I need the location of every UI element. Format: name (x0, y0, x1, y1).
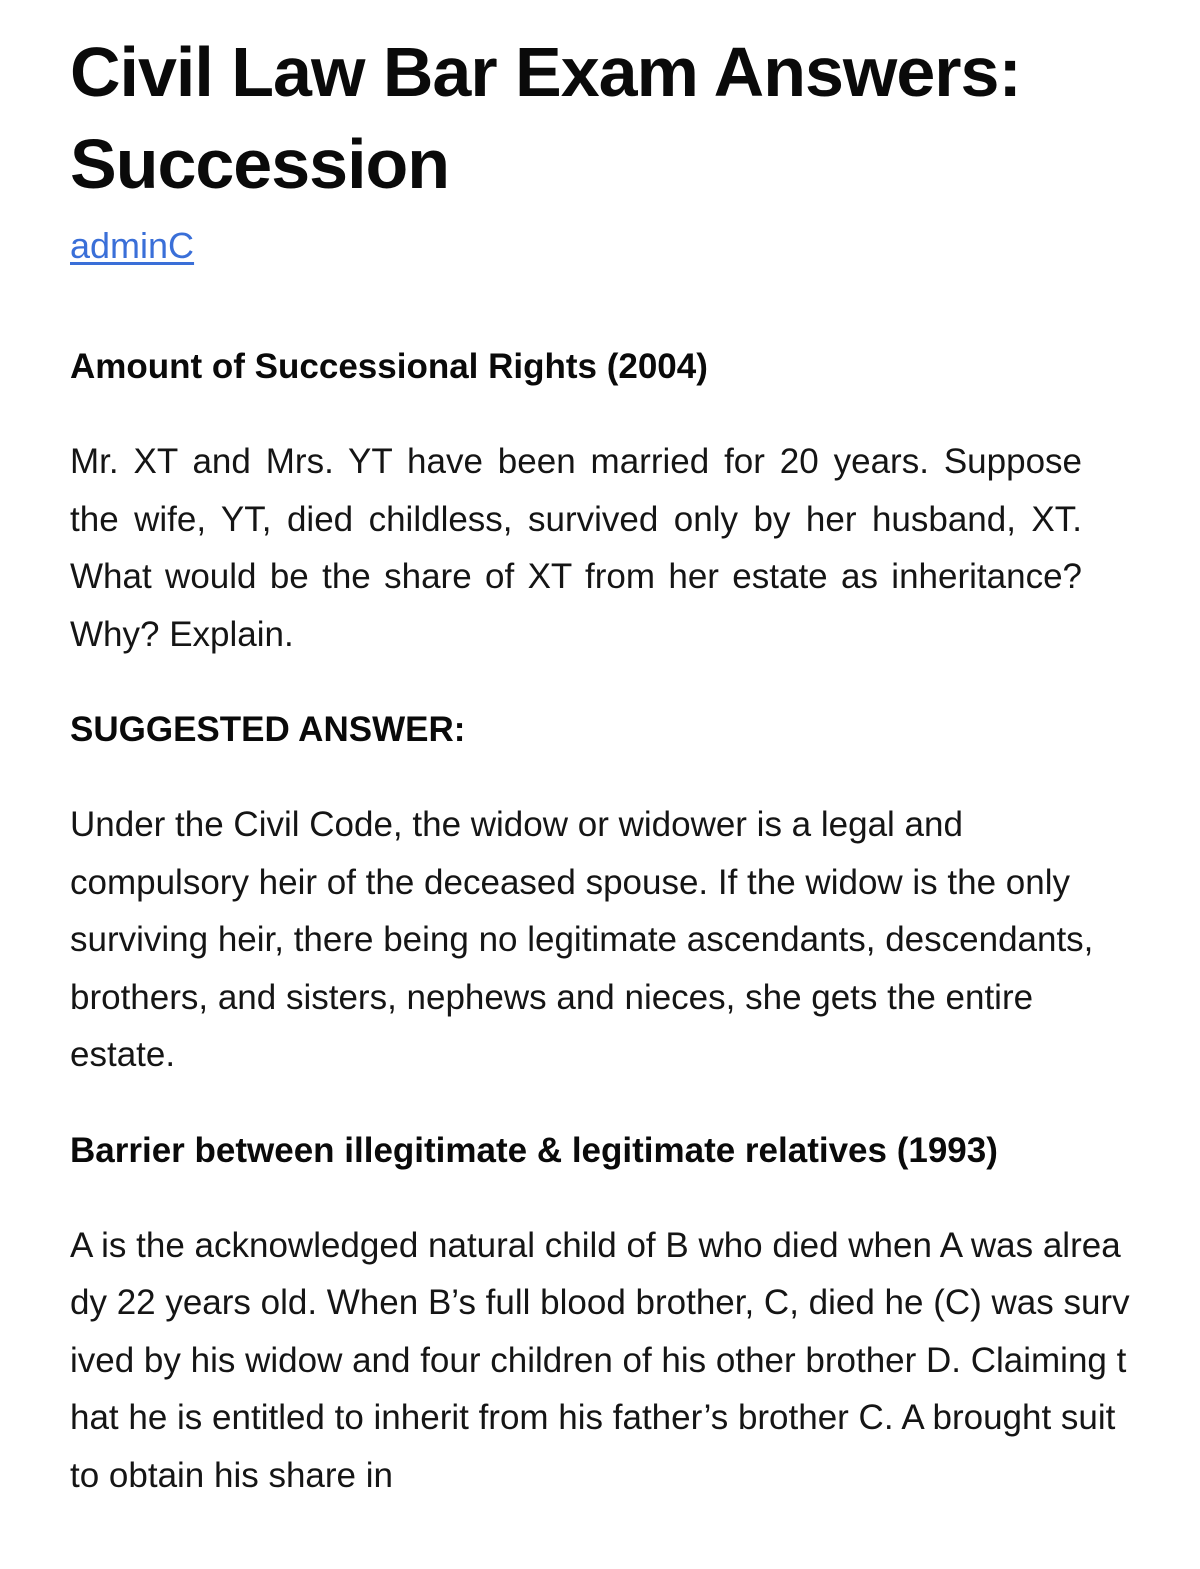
section-heading: Barrier between illegitimate & legitimate relatives (1993) (70, 1130, 998, 1170)
author-link[interactable]: adminC (70, 225, 195, 266)
question-text: Mr. XT and Mrs. YT have been married for 20 years. Suppose the wife, YT, died childless, survived only by her husband, XT. What would be the share of XT from her estate as inheritance? Why? Explain. (70, 442, 1082, 654)
section-successional-rights (70, 338, 1132, 1084)
article-title: Civil Law Bar Exam Answers: Succession (70, 33, 1021, 203)
section-barrier (70, 1122, 1132, 1505)
article (70, 26, 1132, 1504)
suggested-answer-label: SUGGESTED ANSWER: (70, 710, 466, 749)
question-text: A is the acknowledged natural child of B who died when A was already 22 years old. When B’s full blood brother, C, died he (C) was survived by his widow and four children of his other brother D. Claiming that he is entitled to inherit from his father’s brother C. A brought suit to obtain his share in (70, 1225, 1130, 1495)
answer-text: Under the Civil Code, the widow or widower is a legal and compulsory heir of the deceased spouse. If the widow is the only surviving heir, there being no legitimate ascendants, descendants, brothers, and sisters, nephews and nieces, she gets the entire estate. (70, 805, 1094, 1074)
section-heading: Amount of Successional Rights (2004) (70, 347, 708, 386)
